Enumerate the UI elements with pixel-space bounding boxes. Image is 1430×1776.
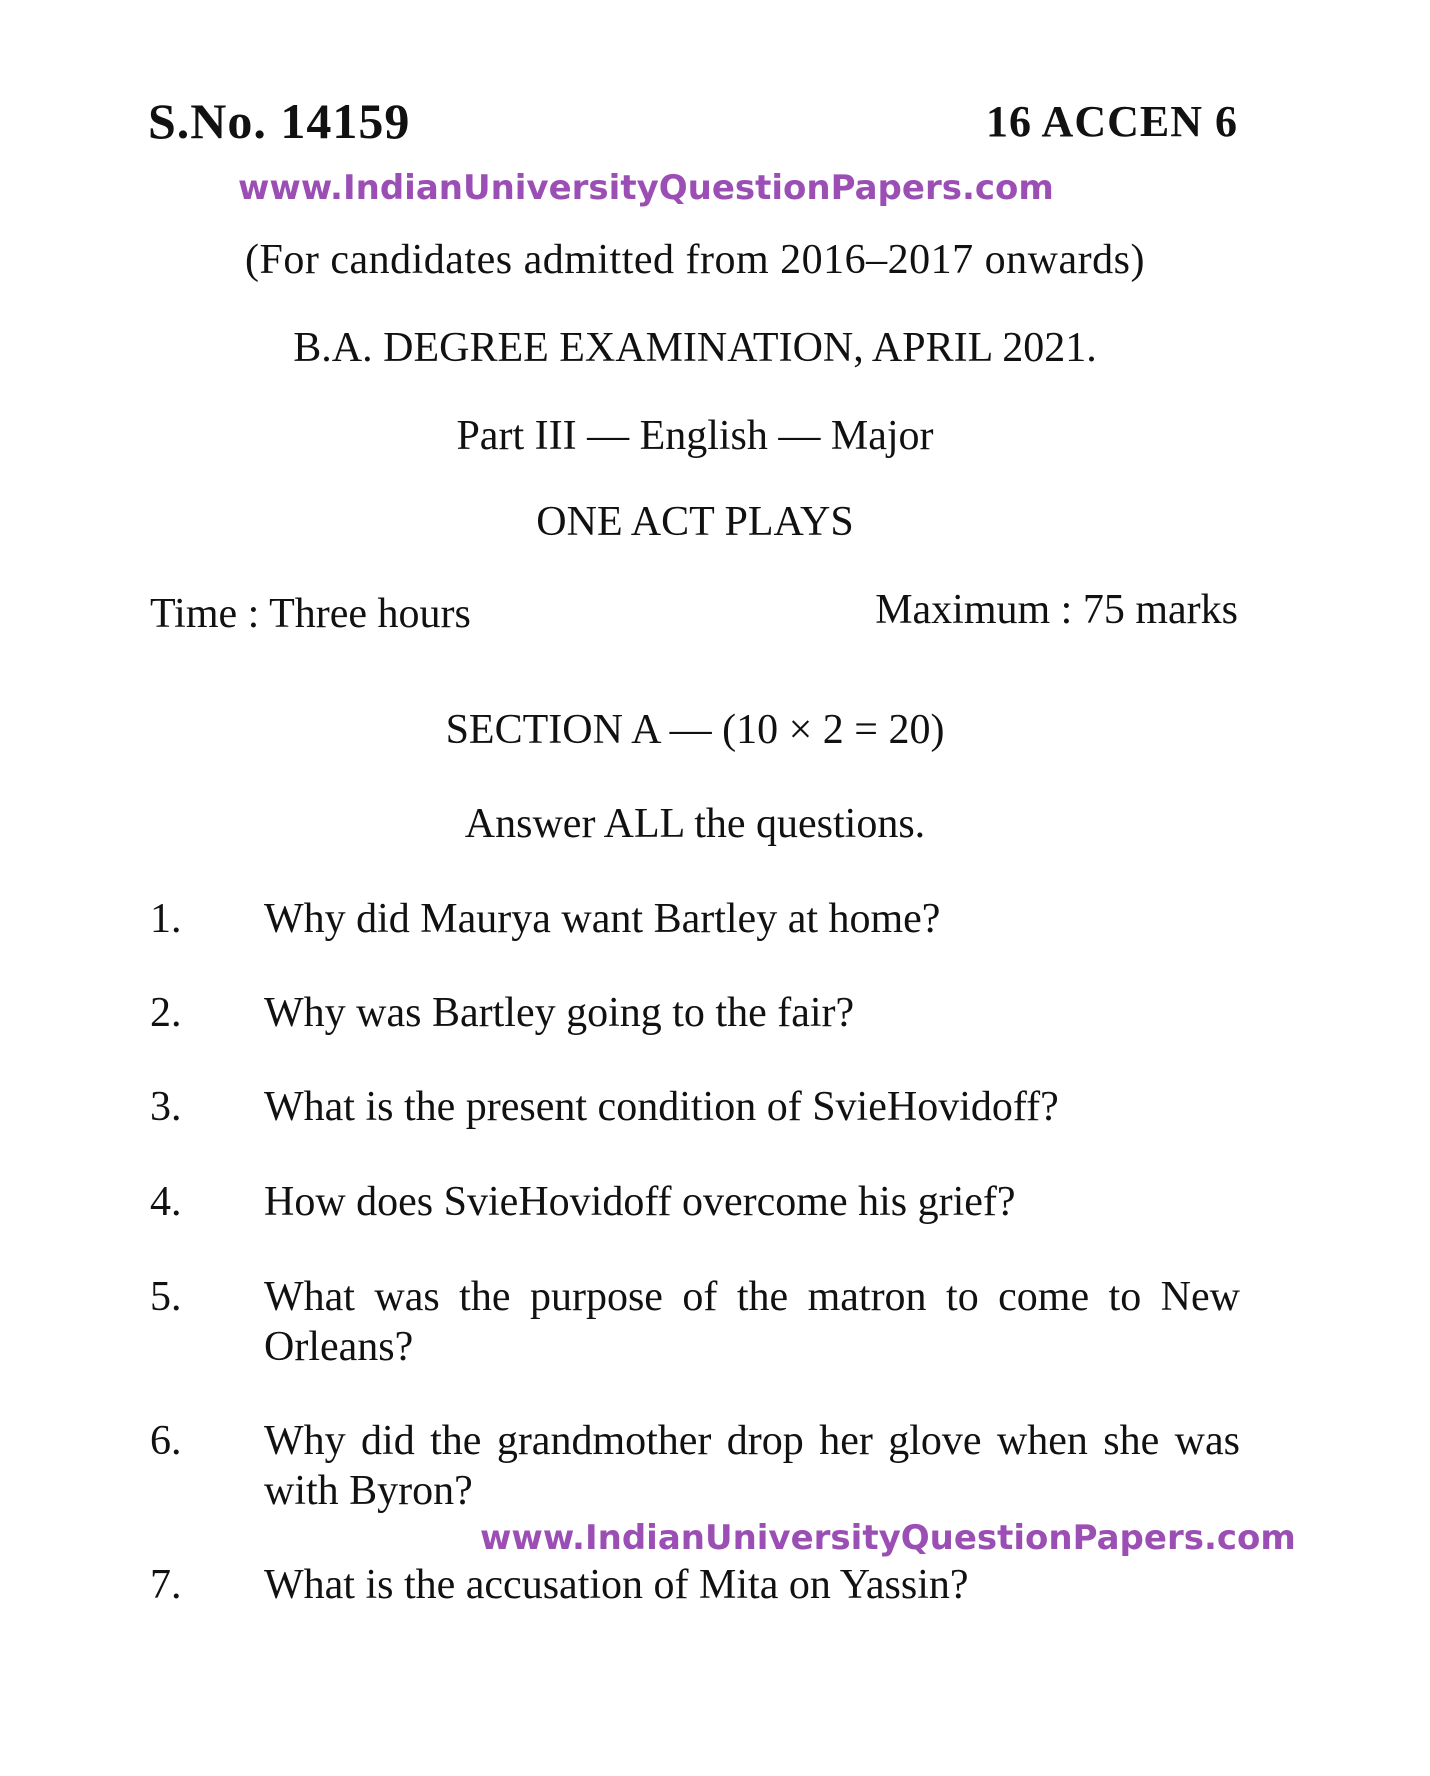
watermark-bottom: www.IndianUniversityQuestionPapers.com [480, 1518, 1296, 1558]
question-number: 7. [150, 1562, 182, 1608]
course-code: 16 ACCEN 6 [985, 97, 1238, 146]
question-number: 4. [150, 1179, 182, 1225]
exam-title: B.A. DEGREE EXAMINATION, APRIL 2021. [293, 325, 1097, 371]
admitted-note: (For candidates admitted from 2016–2017 onwards) [245, 237, 1145, 283]
serial-number: S.No. 14159 [148, 93, 411, 149]
section-title: SECTION A — (10 × 2 = 20) [445, 707, 945, 753]
question-text: Why did the grandmother drop her glove when she was with Byron? [264, 1418, 1240, 1514]
question-text: Why was Bartley going to the fair? [264, 990, 855, 1036]
question-number: 5. [150, 1274, 182, 1320]
question-item [150, 1416, 1240, 1516]
question-number: 1. [150, 896, 182, 942]
question-item [150, 1177, 1240, 1227]
time-duration: Time : Three hours [150, 591, 471, 637]
question-item [150, 1272, 1240, 1372]
question-text: What was the purpose of the matron to come to New Orleans? [264, 1274, 1240, 1370]
maximum-marks: Maximum : 75 marks [875, 587, 1238, 633]
question-number: 3. [150, 1084, 182, 1130]
subject-title: ONE ACT PLAYS [536, 499, 854, 545]
question-text: What is the present condition of SvieHovidoff? [264, 1084, 1059, 1130]
question-item [150, 1560, 1240, 1610]
question-number: 2. [150, 990, 182, 1036]
question-text: What is the accusation of Mita on Yassin? [264, 1562, 969, 1608]
question-item [150, 1082, 1240, 1132]
question-number: 6. [150, 1418, 182, 1464]
question-text: Why did Maurya want Bartley at home? [264, 896, 941, 942]
section-instruction: Answer ALL the questions. [464, 801, 926, 847]
watermark-top: www.IndianUniversityQuestionPapers.com [238, 168, 1054, 208]
question-item [150, 988, 1240, 1038]
question-item [150, 894, 1240, 944]
question-text: How does SvieHovidoff overcome his grief? [264, 1179, 1016, 1225]
part-line: Part III — English — Major [456, 413, 934, 459]
